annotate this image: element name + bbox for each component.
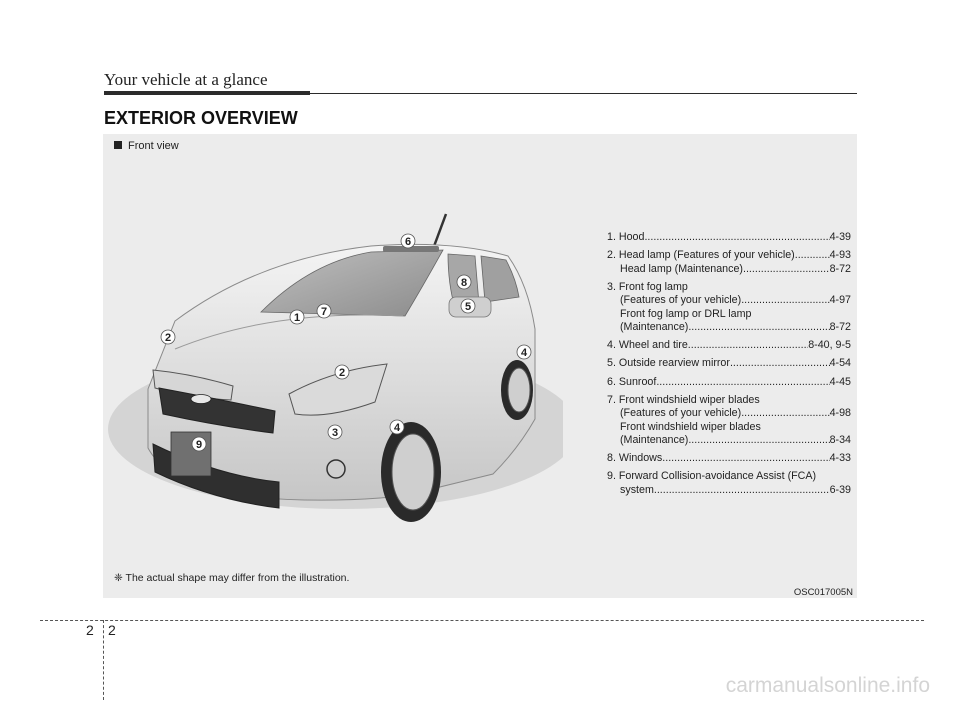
parts-list-line <box>607 394 851 407</box>
section-title: EXTERIOR OVERVIEW <box>104 108 298 128</box>
part-label: 6. Sunroof <box>607 375 657 388</box>
part-label: (Features of your vehicle) <box>620 407 742 420</box>
parts-list-item <box>607 452 851 465</box>
part-label: (Features of your vehicle) <box>620 294 742 307</box>
parts-list-line <box>607 281 851 294</box>
square-bullet-icon <box>114 141 122 149</box>
part-label: 3. Front fog lamp <box>607 280 688 293</box>
parts-list-line <box>607 434 851 447</box>
footer-divider <box>103 620 104 700</box>
leader-dots <box>644 231 829 244</box>
part-label: Front fog lamp or DRL lamp <box>620 307 752 320</box>
rear-rim <box>508 368 530 412</box>
leader-dots <box>795 249 830 262</box>
overview-panel <box>103 134 857 598</box>
callout-4a-label: 4 <box>393 422 401 434</box>
callout-4b-label: 4 <box>520 347 528 359</box>
part-page-ref: 4-93 <box>829 249 851 262</box>
car-illustration <box>103 204 563 594</box>
image-code: OSC017005N <box>793 587 853 598</box>
callout-7 <box>317 304 331 318</box>
leader-dots <box>741 407 829 420</box>
leader-dots <box>688 434 829 447</box>
front-rim <box>392 434 434 510</box>
illustration-note: ❈ The actual shape may differ from the illustration. <box>114 572 350 584</box>
callout-1-label: 1 <box>293 312 301 324</box>
parts-list-item <box>607 231 851 244</box>
callout-3-label: 3 <box>331 427 339 439</box>
footer-rule <box>40 620 924 621</box>
callout-5 <box>461 299 475 313</box>
parts-list-line <box>607 321 851 334</box>
parts-list-line <box>607 294 851 307</box>
front-view-subhead <box>114 140 179 152</box>
callout-1 <box>290 310 304 324</box>
part-page-ref: 4-45 <box>829 375 851 388</box>
part-label: (Maintenance) <box>620 434 689 447</box>
parts-list-line <box>607 339 851 352</box>
callout-2a-label: 2 <box>164 332 172 344</box>
parts-list-item <box>607 470 851 497</box>
part-label: (Maintenance) <box>620 321 689 334</box>
part-page-ref: 8-72 <box>829 321 851 334</box>
callout-8 <box>457 275 471 289</box>
subhead-label: Front view <box>128 140 179 152</box>
callout-9-label: 9 <box>195 439 203 451</box>
leader-dots <box>656 376 829 389</box>
part-label: Front windshield wiper blades <box>620 420 761 433</box>
watermark: carmanualsonline.info <box>725 674 930 697</box>
car-drawing <box>103 204 563 594</box>
parts-list-line <box>607 249 851 262</box>
part-label: 2. Head lamp (Features of your vehicle) <box>607 249 795 262</box>
parts-list-line <box>607 452 851 465</box>
parts-list-line <box>607 407 851 420</box>
callout-2b <box>335 365 349 379</box>
parts-list-item <box>607 394 851 448</box>
parts-index-list <box>607 231 851 502</box>
parts-list-item <box>607 281 851 335</box>
parts-list-item <box>607 357 851 370</box>
leader-dots <box>730 357 830 370</box>
callout-9 <box>192 437 206 451</box>
callout-3 <box>328 425 342 439</box>
fog-lamp-shape <box>327 460 345 478</box>
part-page-ref: 8-34 <box>829 434 851 447</box>
license-plate <box>171 432 211 476</box>
callout-2a <box>161 330 175 344</box>
leader-dots <box>688 321 829 334</box>
callout-5-label: 5 <box>464 301 472 313</box>
part-page-ref: 4-97 <box>829 294 851 307</box>
antenna <box>433 214 446 249</box>
parts-list-line <box>607 308 851 321</box>
callout-2b-label: 2 <box>338 367 346 379</box>
part-page-ref: 8-40, 9-5 <box>808 339 851 352</box>
parts-list-line <box>607 470 851 483</box>
header-rule-thin <box>310 93 857 94</box>
part-label: 8. Windows <box>607 452 663 465</box>
page-header-title: Your vehicle at a glance <box>104 70 268 89</box>
part-page-ref: 4-39 <box>829 231 851 243</box>
parts-list-item <box>607 249 851 276</box>
page-number: 2 <box>108 622 116 638</box>
part-page-ref: 6-39 <box>829 483 851 496</box>
leader-dots <box>662 452 829 465</box>
leader-dots <box>743 263 830 276</box>
part-page-ref: 4-98 <box>829 407 851 420</box>
part-label: system <box>620 483 654 496</box>
callout-6 <box>401 234 415 248</box>
parts-list-line <box>607 263 851 276</box>
part-label: 9. Forward Collision-avoidance Assist (FCA) <box>607 470 817 483</box>
leader-dots <box>654 484 830 497</box>
part-label: 4. Wheel and tire <box>607 339 688 352</box>
parts-list-item <box>607 339 851 352</box>
chapter-number: 2 <box>86 622 94 638</box>
parts-list-line <box>607 484 851 497</box>
part-label: Head lamp (Maintenance) <box>620 262 743 275</box>
part-label: 5. Outside rearview mirror <box>607 357 730 370</box>
parts-list-item <box>607 376 851 389</box>
parts-list-line <box>607 376 851 389</box>
side-window-rear <box>481 256 519 302</box>
leader-dots <box>688 339 808 352</box>
part-label: 1. Hood <box>607 231 645 243</box>
part-page-ref: 4-54 <box>829 357 851 370</box>
kia-badge <box>191 395 211 404</box>
callout-7-label: 7 <box>320 306 328 318</box>
callout-8-label: 8 <box>460 277 468 289</box>
parts-list-line <box>607 231 851 244</box>
part-page-ref: 4-33 <box>829 452 851 465</box>
header-rule-thick <box>104 91 310 95</box>
callout-6-label: 6 <box>404 236 412 248</box>
parts-list-line <box>607 357 851 370</box>
callout-4a <box>390 420 404 434</box>
part-page-ref: 8-72 <box>829 262 851 275</box>
leader-dots <box>741 294 829 307</box>
callout-4b <box>517 345 531 359</box>
parts-list-line <box>607 421 851 434</box>
part-label: 7. Front windshield wiper blades <box>607 393 760 406</box>
